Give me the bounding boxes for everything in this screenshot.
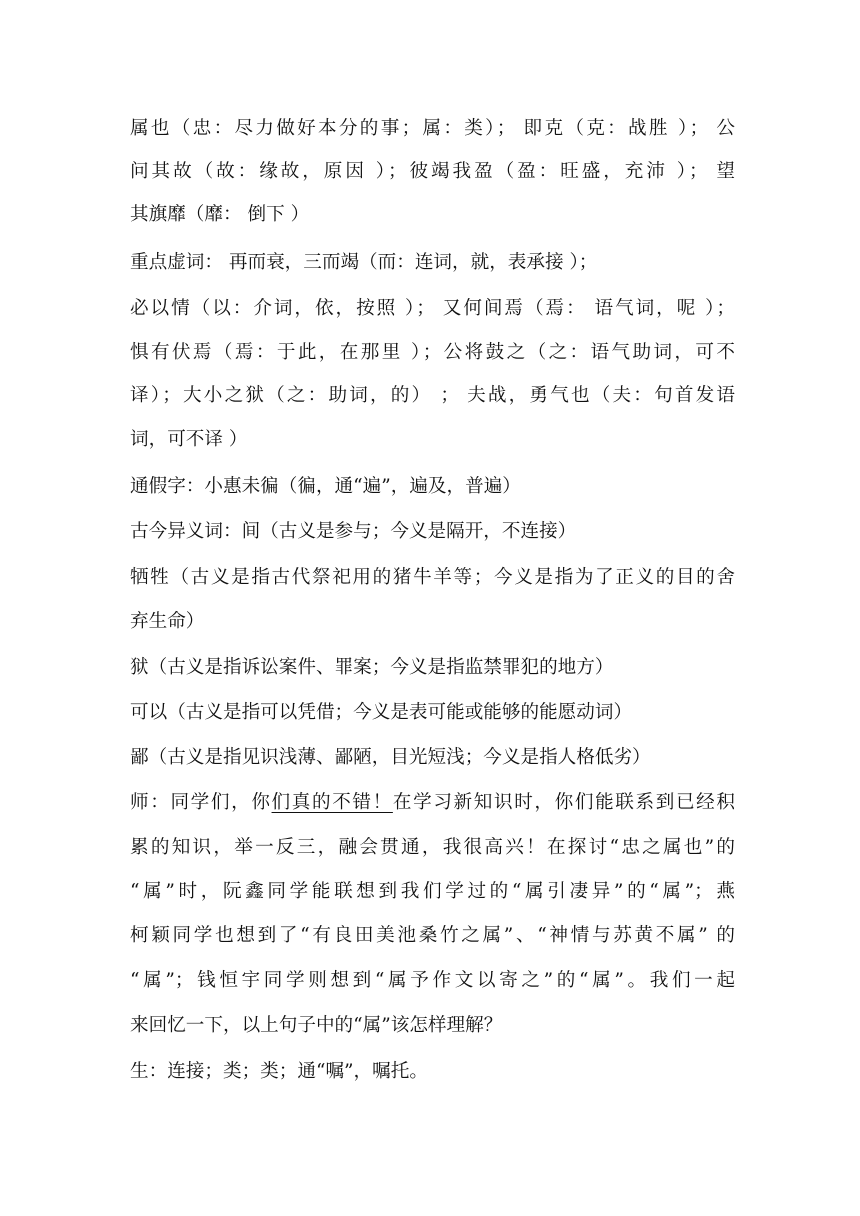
text-line: 词，可不译 ） [130, 429, 248, 450]
text-line: 来回忆一下，以上句子中的“属”该怎样理解？ [130, 1015, 503, 1036]
text-line: 狱（古义是指诉讼案件、罪案；今义是指监禁罪犯的地方） [130, 657, 614, 678]
teacher-line-start: 师：同学们，你 [130, 792, 272, 813]
text-line: 弃生命） [130, 611, 205, 632]
text-line: 问其故（故：缘故，原因 ）；彼竭我盈（盈：旺盛，充沛 ）； 望 [130, 161, 735, 182]
text-line: 柯颖同学也想到了“有良田美池桑竹之属”、“神情与苏黄不属” 的 [130, 925, 735, 946]
text-line: 惧有伏焉（焉：于此，在那里 ）；公将鼓之（之：语气助词，可不 [130, 342, 735, 363]
student-answer-line: 生：连接；类；类；通“嘱”，嘱托。 [130, 1061, 428, 1082]
text-line: 通假字：小惠未徧（徧，通“遍”，遍及，普遍） [130, 476, 521, 497]
text-line: “属”时，阮鑫同学能联想到我们学过的“属引凄异”的“属”；燕 [130, 881, 735, 902]
text-line: “属”；钱恒宇同学则想到“属予作文以寄之”的“属”。我们一起 [130, 970, 735, 991]
text-line: 必以情（以：介词，依，按照 ）； 又何间焉（焉： 语气词，呢 ）； [130, 298, 735, 319]
underlined-praise: 们真的不错！ [271, 792, 393, 813]
teacher-line-end: 在学习新知识时，你们能联系到已经积 [392, 792, 735, 813]
text-line: 重点虚词： 再而衰，三而竭（而：连词，就，表承接 ）； [130, 252, 598, 273]
text-line: 古今异义词：间（古义是参与；今义是隔开，不连接） [130, 521, 577, 542]
text-line: 牺牲（古义是指古代祭祀用的猪牛羊等；今义是指为了正义的目的舍 [130, 567, 735, 588]
text-line: 可以（古义是指可以凭借；今义是表可能或能够的能愿动词） [130, 702, 633, 723]
text-line: 译）；大小之狱（之：助词，的） ； 夫战，勇气也（夫：句首发语 [130, 385, 735, 406]
text-line: 鄙（古义是指见识浅薄、鄙陋，目光短浅；今义是指人格低劣） [130, 747, 651, 768]
text-line: 累的知识，举一反三，融会贯通，我很高兴！在探讨“忠之属也”的 [130, 837, 735, 858]
text-line: 其旗靡（靡： 倒下 ） [130, 204, 310, 225]
teacher-line [130, 790, 735, 816]
text-line: 属也（忠：尽力做好本分的事；属：类）； 即克（克：战胜 ）； 公 [130, 118, 735, 139]
